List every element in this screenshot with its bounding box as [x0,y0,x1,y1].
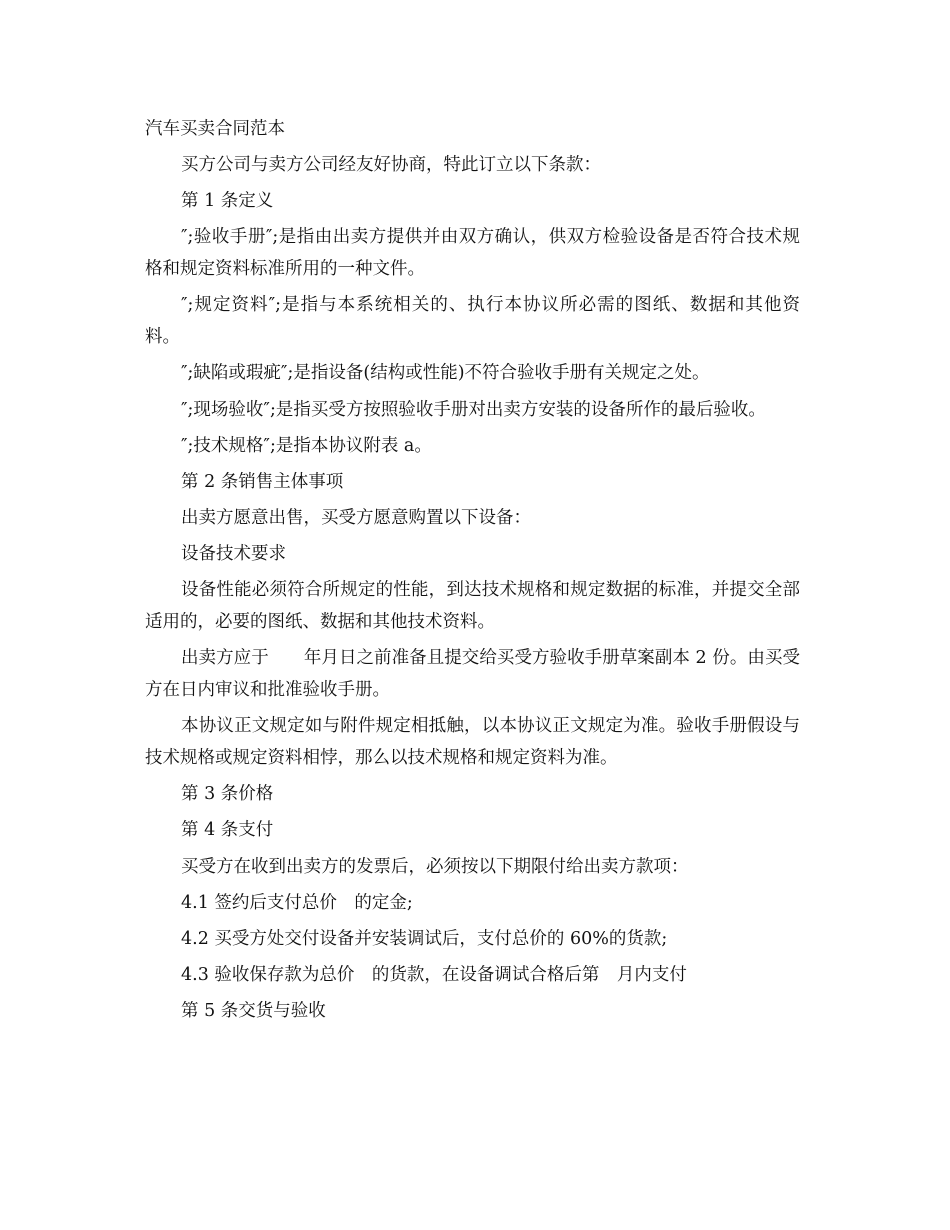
paragraph-sale-intent: 出卖方愿意出售，买受方愿意购置以下设备： [181,507,531,528]
paragraph-intro: 买方公司与卖方公司经友好协商，特此订立以下条款： [181,155,601,176]
definition-specified-materials: ″;规定资料″;是指与本系统相关的、执行本协议所必需的图纸、数据和其他资料。 [145,295,800,348]
definition-defects: ″;缺陷或瑕疵″;是指设备(结构或性能)不符合验收手册有关规定之处。 [181,363,710,384]
document-title: 汽车买卖合同范本 [145,119,285,139]
subheading-equipment-requirements: 设备技术要求 [181,543,286,564]
paragraph-equipment-performance: 设备性能必须符合所规定的性能，到达技术规格和规定数据的标准，并提交全部适用的，必要的图纸、数据和其他技术资料。 [145,580,800,633]
definition-technical-specs: ″;技术规格″;是指本协议附表 a。 [181,435,432,456]
document-body [145,113,800,1027]
article-4-heading: 第 4 条支付 [181,820,274,841]
article-3-heading: 第 3 条价格 [181,784,274,805]
article-5-heading: 第 5 条交货与验收 [181,1000,326,1021]
payment-item-4-1: 4.1 签约后支付总价 的定金; [181,892,413,913]
definition-acceptance-manual: ″;验收手册″;是指由出卖方提供并由双方确认，供双方检验设备是否符合技术规格和规定资料标准所用的一种文件。 [145,227,800,280]
payment-item-4-3: 4.3 验收保存款为总价 的货款，在设备调试合格后第 月内支付 [181,964,687,985]
paragraph-payment-terms: 买受方在收到出卖方的发票后，必须按以下期限付给出卖方款项： [181,856,689,877]
payment-item-4-2: 4.2 买受方处交付设备并安装调试后，支付总价的 60%的货款; [181,928,668,949]
paragraph-manual-draft: 出卖方应于 年月日之前准备且提交给买受方验收手册草案副本 2 份。由买受方在日内审议和批准验收手册。 [145,648,800,701]
article-1-heading: 第 1 条定义 [181,191,274,212]
definition-site-acceptance: ″;现场验收″;是指买受方按照验收手册对出卖方安装的设备所作的最后验收。 [181,399,766,420]
paragraph-precedence: 本协议正文规定如与附件规定相抵触，以本协议正文规定为准。验收手册假设与技术规格或规定资料相悖，那么以技术规格和规定资料为准。 [145,716,800,769]
article-2-heading: 第 2 条销售主体事项 [181,471,344,492]
